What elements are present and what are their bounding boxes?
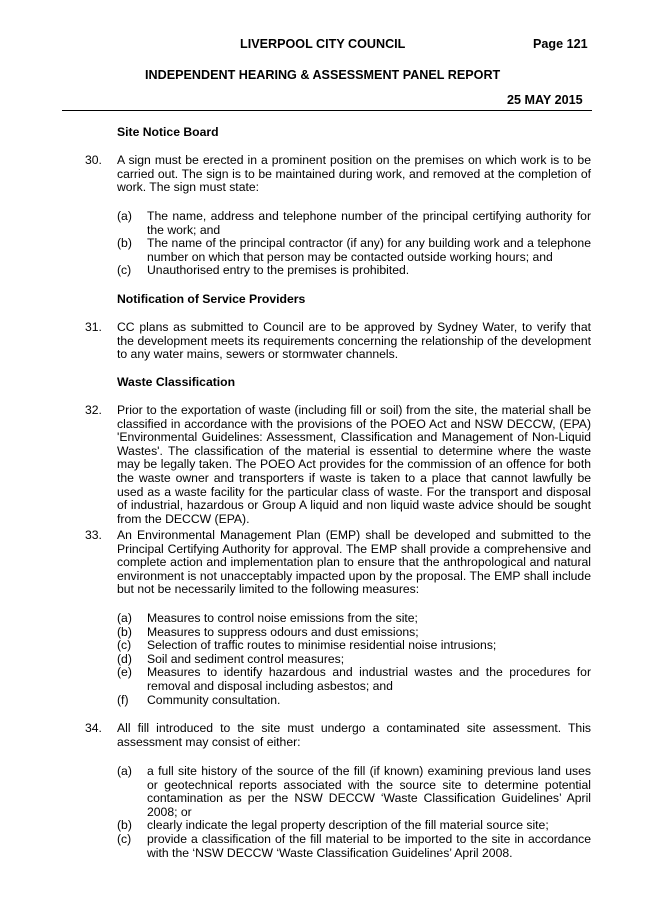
list-item-label: (d) (117, 651, 132, 666)
condition-text: All fill introduced to the site must undergo a contaminated site assessment. This assessment may consist of either: (117, 721, 591, 749)
list-item-text: Soil and sediment control measures; (147, 651, 345, 666)
page-number: Page 121 (533, 37, 588, 51)
list-item-label: (a) (117, 209, 132, 223)
condition-34-items (85, 765, 591, 860)
council-name: LIVERPOOL CITY COUNCIL (240, 37, 406, 51)
list-item (117, 210, 591, 237)
condition-number: 30. (85, 153, 102, 167)
list-item (117, 765, 591, 819)
condition-33-items (85, 612, 591, 707)
list-item-label: (b) (117, 818, 132, 833)
condition-number: 34. (85, 721, 102, 735)
list-item (117, 653, 591, 667)
report-title: INDEPENDENT HEARING & ASSESSMENT PANEL REPORT (145, 68, 501, 82)
list-item (117, 626, 591, 640)
condition-number: 31. (85, 320, 102, 334)
list-item-text: The name of the principal contractor (if any) for any building work and a telephone number on which that person may be contacted outside working hours; and (147, 236, 591, 264)
report-date: 25 MAY 2015 (507, 93, 583, 107)
list-item (117, 612, 591, 626)
list-item-label: (c) (117, 263, 132, 278)
condition-text: An Environmental Management Plan (EMP) shall be developed and submitted to the Principal Certifying Authority for approval. The EMP shall provide a comprehensive and complete action and implementation plan to ensure that the anthropological and natural environment is not unacceptably impacted upon by the proposal. The EMP shall include but not be necessarily limited to the following measures: (117, 528, 591, 597)
list-item-text: a full site history of the source of the fill (if known) examining previous land uses or geotechnical reports associated with the source site to determine potential contamination as per the NSW DECCW ‘Waste Classification Guidelines’ April 2008; or (147, 764, 591, 819)
list-item-text: The name, address and telephone number of the principal certifying authority for the work; and (147, 209, 591, 237)
list-item-label: (b) (117, 236, 132, 251)
condition-number: 33. (85, 528, 102, 542)
list-item-label: (e) (117, 665, 132, 680)
list-item-text: Selection of traffic routes to minimise residential noise intrusions; (147, 638, 497, 653)
list-item-text: Unauthorised entry to the premises is prohibited. (147, 263, 410, 278)
list-item (117, 237, 591, 264)
heading-site-notice-board: Site Notice Board (117, 125, 219, 139)
condition-31 (85, 321, 591, 362)
list-item (117, 264, 591, 278)
list-item (117, 819, 591, 833)
list-item-label: (a) (117, 611, 132, 625)
list-item-label: (c) (117, 831, 132, 846)
list-item-text: Measures to suppress odours and dust emissions; (147, 624, 419, 639)
condition-32 (85, 404, 591, 526)
condition-33 (85, 529, 591, 597)
list-item (117, 833, 591, 860)
list-item-label: (b) (117, 624, 132, 639)
condition-text: Prior to the exportation of waste (including fill or soil) from the site, the material shall be classified in accordance with the provisions of the POEO Act and NSW DECCW, (EPA) 'Environmental Guidelines: Assessment, Classification and Management of Non-Liquid Wastes'. The classification of the material is essential to determine where the waste may be legally taken. The POEO Act provides for the commission of an offence for both the waste owner and transporters if waste is taken to a place that cannot lawfully be used as a waste facility for the particular class of waste. For the transport and disposal of industrial, hazardous or Group A liquid and non liquid waste advice should be sought from the DECCW (EPA). (117, 403, 591, 526)
condition-text: A sign must be erected in a prominent position on the premises on which work is to be carried out. The sign is to be maintained during work, and removed at the completion of work. The sign must state: (117, 153, 591, 195)
list-item-label: (c) (117, 638, 132, 653)
list-item-text: Measures to control noise emissions from the site; (147, 611, 418, 625)
list-item-label: (f) (117, 692, 129, 707)
list-item (117, 666, 591, 693)
condition-30-items (85, 210, 591, 278)
condition-30 (85, 154, 591, 195)
header-divider (62, 110, 592, 111)
heading-waste-classification: Waste Classification (117, 375, 236, 389)
list-item (117, 694, 591, 708)
list-item-text: provide a classification of the fill material to be imported to the site in accordance with the ‘NSW DECCW ‘Waste Classification Guidelines’ April 2008. (147, 831, 591, 860)
list-item-label: (a) (117, 764, 132, 778)
heading-service-providers: Notification of Service Providers (117, 292, 306, 306)
list-item-text: clearly indicate the legal property description of the fill material source site; (147, 818, 549, 833)
condition-number: 32. (85, 403, 102, 417)
condition-34 (85, 722, 591, 749)
list-item-text: Community consultation. (147, 692, 281, 707)
list-item-text: Measures to identify hazardous and industrial wastes and the procedures for removal and disposal including asbestos; and (147, 665, 591, 693)
condition-text: CC plans as submitted to Council are to be approved by Sydney Water, to verify that the development meets its requirements concerning the relationship of the development to any water mains, sewers or stormwater channels. (117, 320, 591, 362)
list-item (117, 639, 591, 653)
